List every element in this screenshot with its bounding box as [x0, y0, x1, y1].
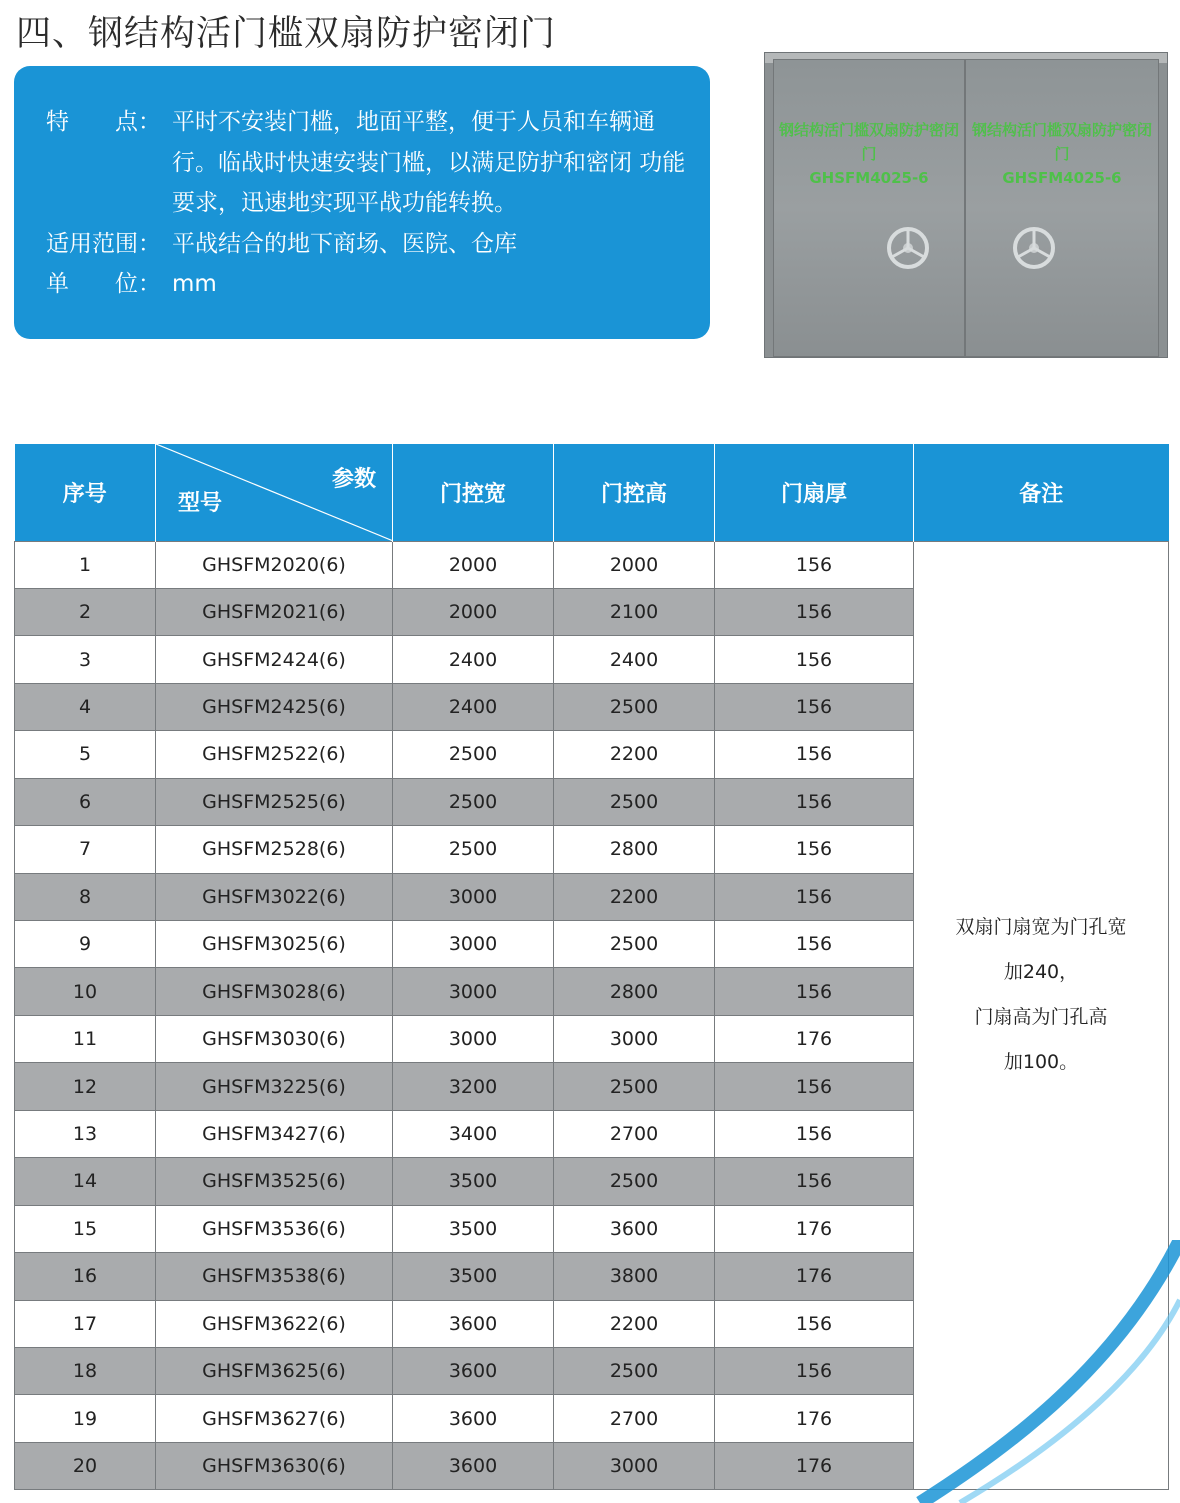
cell-seq: 4 [15, 683, 156, 730]
cell-thickness: 156 [715, 873, 914, 920]
cell-model: GHSFM3625(6) [156, 1347, 393, 1394]
cell-seq: 8 [15, 873, 156, 920]
cell-seq: 10 [15, 968, 156, 1015]
header-thickness: 门扇厚 [715, 444, 914, 541]
cell-thickness: 176 [715, 1442, 914, 1489]
cell-thickness: 156 [715, 778, 914, 825]
cell-height: 2500 [554, 921, 715, 968]
page-title: 四、钢结构活门槛双扇防护密闭门 [16, 14, 557, 54]
cell-seq: 20 [15, 1442, 156, 1489]
cell-width: 2400 [393, 636, 554, 683]
header-height: 门控高 [554, 444, 715, 541]
door-label-title: 钢结构活门槛双扇防护密闭门 [778, 121, 959, 163]
cell-width: 2400 [393, 683, 554, 730]
cell-height: 2500 [554, 1063, 715, 1110]
cell-width: 3400 [393, 1110, 554, 1157]
cell-thickness: 156 [715, 683, 914, 730]
cell-width: 2500 [393, 778, 554, 825]
header-seq: 序号 [15, 444, 156, 541]
cell-model: GHSFM3525(6) [156, 1158, 393, 1205]
cell-seq: 9 [15, 921, 156, 968]
cell-width: 2500 [393, 826, 554, 873]
cell-thickness: 156 [715, 541, 914, 588]
table-header-row [15, 444, 1169, 541]
cell-height: 2800 [554, 826, 715, 873]
cell-model: GHSFM2522(6) [156, 731, 393, 778]
cell-thickness: 156 [715, 1110, 914, 1157]
cell-width: 3500 [393, 1158, 554, 1205]
cell-height: 2200 [554, 1300, 715, 1347]
cell-height: 2700 [554, 1110, 715, 1157]
cell-thickness: 176 [715, 1205, 914, 1252]
cell-seq: 16 [15, 1253, 156, 1300]
remark-line: 门扇高为门孔高 [974, 1006, 1108, 1029]
cell-height: 3600 [554, 1205, 715, 1252]
cell-model: GHSFM3025(6) [156, 921, 393, 968]
cell-width: 2000 [393, 588, 554, 635]
door-label [774, 118, 964, 190]
cell-seq: 5 [15, 731, 156, 778]
cell-width: 3600 [393, 1395, 554, 1442]
cell-model: GHSFM2525(6) [156, 778, 393, 825]
cell-thickness: 176 [715, 1395, 914, 1442]
feature-label: 特 点： [46, 109, 161, 135]
cell-height: 3800 [554, 1253, 715, 1300]
cell-height: 2400 [554, 636, 715, 683]
cell-seq: 3 [15, 636, 156, 683]
cell-model: GHSFM2020(6) [156, 541, 393, 588]
cell-width: 2500 [393, 731, 554, 778]
cell-model: GHSFM3022(6) [156, 873, 393, 920]
feature-value: mm [172, 271, 217, 297]
cell-width: 3600 [393, 1347, 554, 1394]
cell-model: GHSFM3028(6) [156, 968, 393, 1015]
cell-width: 3000 [393, 873, 554, 920]
cell-seq: 2 [15, 588, 156, 635]
cell-thickness: 156 [715, 731, 914, 778]
cell-height: 2500 [554, 1158, 715, 1205]
cell-seq: 7 [15, 826, 156, 873]
cell-seq: 18 [15, 1347, 156, 1394]
cell-model: GHSFM3536(6) [156, 1205, 393, 1252]
header-param: 参数 [331, 467, 376, 492]
cell-seq: 17 [15, 1300, 156, 1347]
cell-model: GHSFM2021(6) [156, 588, 393, 635]
feature-row-scope [46, 224, 710, 265]
cell-model: GHSFM3225(6) [156, 1063, 393, 1110]
header-remark: 备注 [914, 444, 1169, 541]
door-label-title: 钢结构活门槛双扇防护密闭门 [971, 121, 1152, 163]
cell-seq: 11 [15, 1015, 156, 1062]
remark-line: 加100。 [1003, 1051, 1079, 1074]
feature-row-characteristics [46, 102, 710, 224]
header-model: 型号 [178, 490, 223, 516]
handwheel-icon [1012, 226, 1056, 270]
cell-thickness: 176 [715, 1253, 914, 1300]
cell-thickness: 156 [715, 1300, 914, 1347]
header-width: 门控宽 [393, 444, 554, 541]
cell-model: GHSFM2425(6) [156, 683, 393, 730]
table-row [15, 541, 1169, 588]
cell-model: GHSFM3622(6) [156, 1300, 393, 1347]
remark-cell [914, 541, 1169, 1490]
cell-height: 2100 [554, 588, 715, 635]
cell-seq: 1 [15, 541, 156, 588]
feature-label: 适用范围： [46, 230, 161, 257]
cell-seq: 14 [15, 1158, 156, 1205]
feature-label: 单 位： [46, 271, 161, 297]
cell-width: 3000 [393, 968, 554, 1015]
remark-line: 加240， [1003, 961, 1079, 984]
cell-seq: 13 [15, 1110, 156, 1157]
cell-width: 3600 [393, 1300, 554, 1347]
cell-width: 3600 [393, 1442, 554, 1489]
handwheel-icon [886, 226, 930, 270]
door-label-model: GHSFM4025-6 [1002, 169, 1122, 187]
cell-height: 2200 [554, 873, 715, 920]
cell-thickness: 156 [715, 1158, 914, 1205]
cell-height: 2500 [554, 683, 715, 730]
cell-model: GHSFM3630(6) [156, 1442, 393, 1489]
cell-width: 2000 [393, 541, 554, 588]
cell-model: GHSFM3538(6) [156, 1253, 393, 1300]
feature-row-unit [46, 264, 710, 305]
cell-thickness: 156 [715, 921, 914, 968]
door-label-model: GHSFM4025-6 [809, 169, 929, 187]
cell-model: GHSFM2528(6) [156, 826, 393, 873]
feature-box [14, 66, 710, 339]
cell-height: 2200 [554, 731, 715, 778]
door-leaf-left [773, 59, 965, 357]
cell-thickness: 156 [715, 826, 914, 873]
cell-height: 2700 [554, 1395, 715, 1442]
feature-value: 平时不安装门槛，地面平整，便于人员和车辆通行。临战时快速安装门槛，以满足防护和密闭 功能要求，迅速地实现平战功能转换。 [172, 109, 686, 216]
cell-model: GHSFM2424(6) [156, 636, 393, 683]
cell-model: GHSFM3427(6) [156, 1110, 393, 1157]
spec-table [14, 444, 1169, 1490]
cell-model: GHSFM3030(6) [156, 1015, 393, 1062]
door-photo [764, 52, 1168, 358]
cell-thickness: 156 [715, 1347, 914, 1394]
table-body [15, 541, 1169, 1490]
cell-seq: 15 [15, 1205, 156, 1252]
door-leaf-right [965, 59, 1159, 357]
cell-thickness: 156 [715, 968, 914, 1015]
cell-thickness: 156 [715, 1063, 914, 1110]
cell-seq: 12 [15, 1063, 156, 1110]
cell-height: 2500 [554, 778, 715, 825]
cell-thickness: 176 [715, 1015, 914, 1062]
cell-model: GHSFM3627(6) [156, 1395, 393, 1442]
cell-height: 2500 [554, 1347, 715, 1394]
cell-width: 3200 [393, 1063, 554, 1110]
cell-height: 2800 [554, 968, 715, 1015]
cell-seq: 6 [15, 778, 156, 825]
cell-seq: 19 [15, 1395, 156, 1442]
cell-height: 3000 [554, 1015, 715, 1062]
door-label [966, 118, 1158, 190]
cell-width: 3500 [393, 1253, 554, 1300]
cell-width: 3000 [393, 921, 554, 968]
cell-width: 3500 [393, 1205, 554, 1252]
cell-thickness: 156 [715, 588, 914, 635]
cell-height: 3000 [554, 1442, 715, 1489]
header-model-param [156, 444, 393, 541]
feature-value: 平战结合的地下商场、医院、仓库 [172, 230, 517, 257]
cell-thickness: 156 [715, 636, 914, 683]
remark-line: 双扇门扇宽为门孔宽 [955, 916, 1127, 939]
cell-width: 3000 [393, 1015, 554, 1062]
cell-height: 2000 [554, 541, 715, 588]
